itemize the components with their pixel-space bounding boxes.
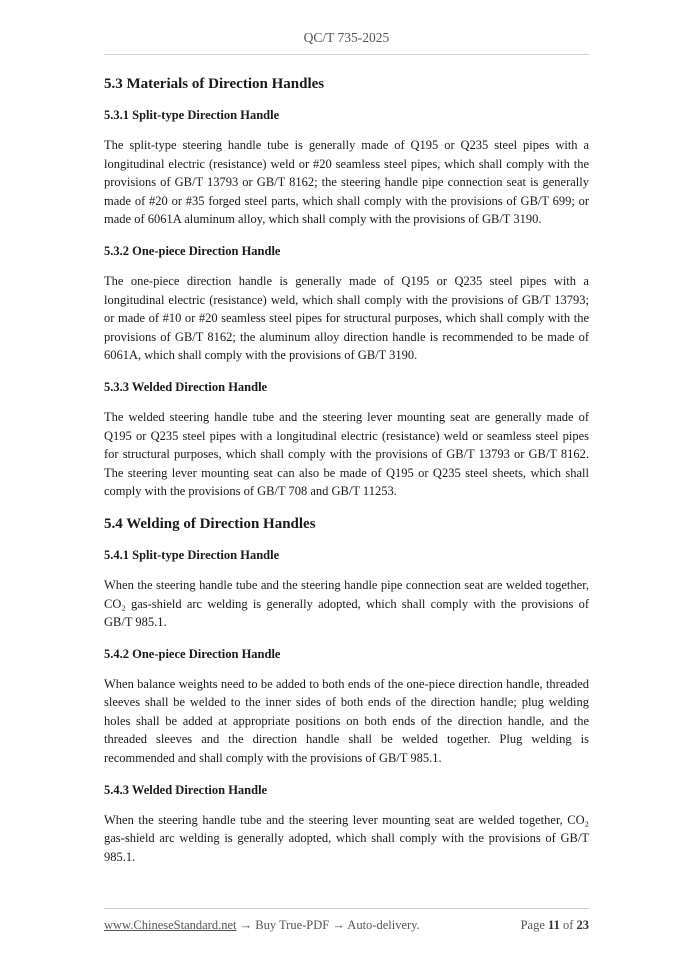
subsection-heading-5-4-3: 5.4.3 Welded Direction Handle bbox=[104, 782, 268, 797]
subsection-heading-5-4-1: 5.4.1 Split-type Direction Handle bbox=[104, 547, 280, 562]
footer-promo bbox=[104, 918, 420, 933]
document-body bbox=[104, 74, 589, 879]
paragraph-5-3-2: The one-piece direction handle is generally made of Q195 or Q235 steel pipes with a longitudinal electric (resistance) weld, which shall comply with the provisions of GB/T 13793; or made of #10 or #20 seamless steel pipes for structural purposes, which shall comply with the provisions of GB/T 8162; the aluminum alloy direction handle is recommended to be made of 6061A, which shall comply with the provisions of GB/T 3190. bbox=[104, 273, 589, 363]
footer-divider bbox=[104, 908, 589, 909]
subsection-heading-5-3-2: 5.3.2 One-piece Direction Handle bbox=[104, 243, 281, 258]
paragraph-5-4-1: When the steering handle tube and the steering handle pipe connection seat are welded together, CO₂ gas-shield arc welding is generally adopted, which shall comply with the provisions of GB/T 985.1. bbox=[104, 577, 589, 630]
total-pages: 23 bbox=[576, 918, 589, 932]
paragraph-5-4-2: When balance weights need to be added to both ends of the one-piece direction handle, threaded sleeves shall be welded to the inner sides of both ends of the direction handle; plug welding holes shall be added at appropriate positions on both ends of the direction handle, and the threaded sleeves and the direction handle shall be welded together. Plug welding is recommended and shall comply with the provisions of GB/T 985.1. bbox=[104, 676, 589, 766]
subsection-heading-5-3-3: 5.3.3 Welded Direction Handle bbox=[104, 379, 268, 394]
chinesestandard-link[interactable]: www.ChineseStandard.net bbox=[104, 918, 237, 932]
section-heading-5-3: 5.3 Materials of Direction Handles bbox=[104, 76, 325, 92]
page-number: Page 11 of 23 bbox=[520, 918, 589, 932]
section-heading-5-4: 5.4 Welding of Direction Handles bbox=[104, 515, 316, 532]
header-divider bbox=[104, 54, 589, 55]
document-id-header: QC/T 735-2025 bbox=[303, 30, 390, 45]
paragraph-5-3-1: The split-type steering handle tube is generally made of Q195 or Q235 steel pipes with a longitudinal electric (resistance) weld or #20 seamless steel pipes, which shall comply with the provisions of GB/T 13793 or GB/T 8162; the steering handle pipe connection seat is generally made of #20 or #35 forged steel parts, which shall comply with the provisions of GB/T 699; or made of 6061A aluminum alloy, which shall comply with the provisions of GB/T 3190. bbox=[104, 138, 589, 227]
footer-promo-text: → Buy True-PDF → Auto-delivery. bbox=[236, 918, 420, 932]
paragraph-5-4-3: When the steering handle tube and the steering lever mounting seat are welded together, CO₂ gas-shield arc welding is generally adopted, which shall comply with the provisions of GB/T 985.1. bbox=[104, 812, 589, 864]
subsection-heading-5-4-2: 5.4.2 One-piece Direction Handle bbox=[104, 646, 281, 661]
paragraph-5-3-3: The welded steering handle tube and the steering lever mounting seat are generally made of Q195 or Q235 steel pipes with a longitudinal electric (resistance) weld or seamless steel pipes for structural purposes, which shall comply with the provisions of GB/T 13793 or GB/T 8162. The steering lever mounting seat can also be made of Q195 or Q235 steel sheets, which shall comply with the provisions of GB/T 708 and GB/T 11253. bbox=[104, 409, 589, 499]
subsection-heading-5-3-1: 5.3.1 Split-type Direction Handle bbox=[104, 108, 280, 122]
current-page: 11 bbox=[548, 918, 560, 932]
page-footer bbox=[104, 918, 589, 933]
